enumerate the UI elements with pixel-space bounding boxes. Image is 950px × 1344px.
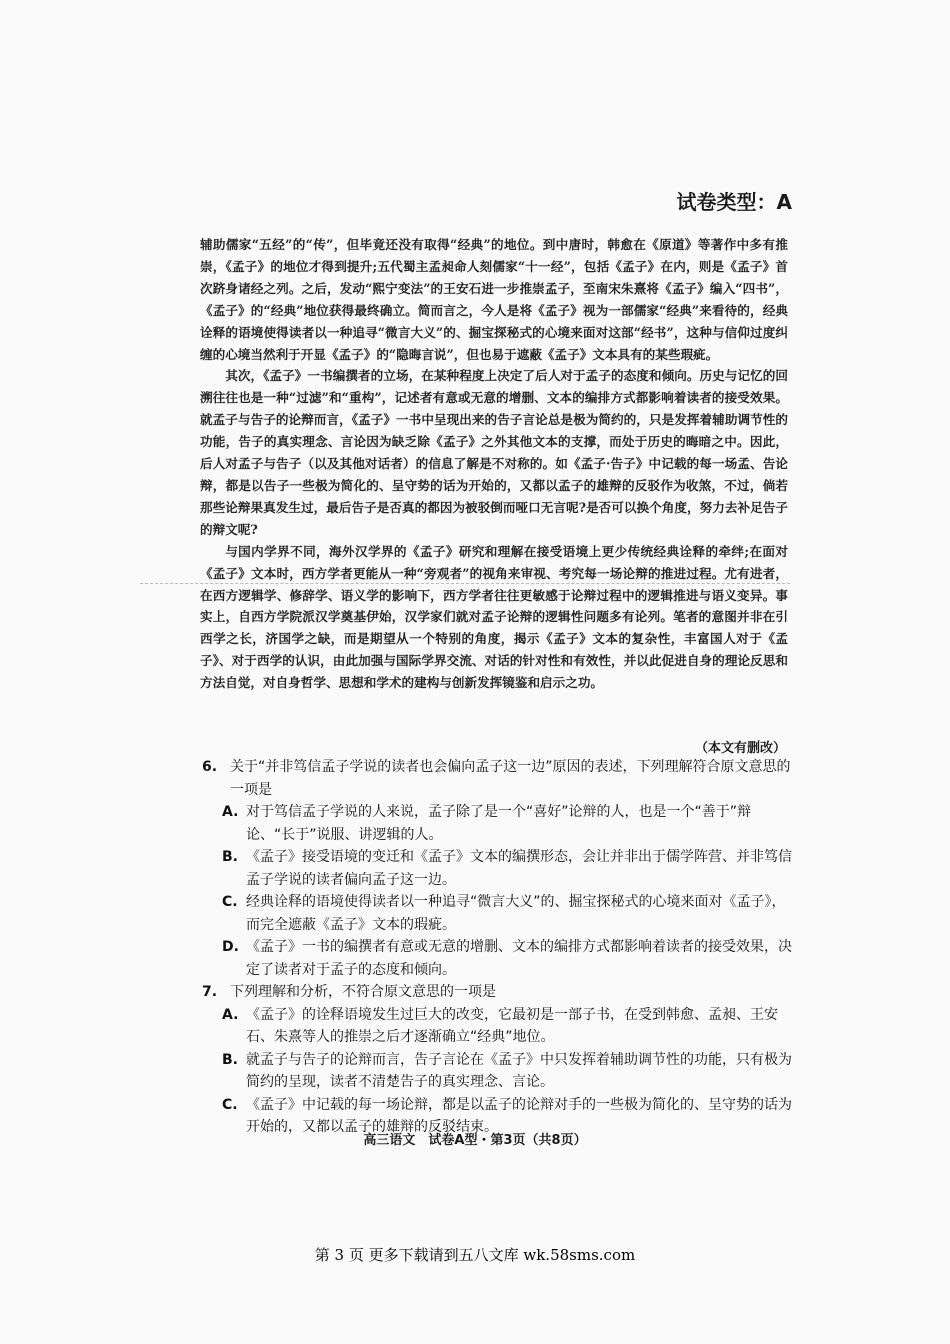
source-note: （本文有删改） xyxy=(694,741,786,756)
reading-passage xyxy=(200,234,788,694)
option-letter: B. xyxy=(222,849,238,865)
passage-paragraph-2: 其次，《孟子》一书编撰者的立场，在某种程度上决定了后人对于孟子的态度和倾向。历史与记忆的回溯往往也是一种“过滤”和“重构”，记述者有意或无意的增删、文本的编排方式都影响着读者的接受效果。就孟子与告子的论辩而言，《孟子》一书中呈现出来的告子言论总是极为简约的，只是发挥着辅助调节性的功能，告子的真实理念、言论因为缺乏除《孟子》之外其他文本的支撑，而处于历史的晦暗之中。因此，后人对孟子与告子（以及其他对话者）的信息了解是不对称的。如《孟子·告子》中记载的每一场孟、告论辩，都是以告子一些极为简化的、呈守势的话为开始的，又都以孟子的雄辩的反驳作为收煞，不过，倘若那些论辩果真发生过，最后告子是否真的都因为被驳倒而哑口无言呢?是否可以换个角度，努力去补足告子的辩文呢? xyxy=(200,368,788,537)
exam-page-number: 高三语文 试卷A型・第3页（共8页） xyxy=(363,1133,587,1148)
question-6-option-a xyxy=(222,801,792,846)
question-6-option-c xyxy=(222,891,792,936)
question-7 xyxy=(202,981,792,1004)
option-text: 《孟子》接受语境的变迁和《孟子》文本的编撰形态，会让并非出于儒学阵营、并非笃信孟子学说的读者偏向孟子这一边。 xyxy=(246,849,792,888)
passage-paragraph-1: 辅助儒家“五经”的“传”，但毕竟还没有取得“经典”的地位。到中唐时，韩愈在《原道》等著作中多有推崇，《孟子》的地位才得到提升;五代蜀主孟昶命人刻儒家“十一经”，包括《孟子》在内，则是《孟子》首次跻身诸经之列。之后，发动“熙宁变法”的王安石进一步推崇孟子，至南宋朱熹将《孟子》编入“四书”，《孟子》的“经典”地位获得最终确立。简而言之，今人是将《孟子》视为一部儒家“经典”来看待的，经典诠释的语境使得读者以一种追寻“微言大义”的、掘宝探秘式的心境来面对这部“经书”，这种与信仰过度纠缠的心境当然利于开显《孟子》的“隐晦言说”，但也易于遮蔽《孟子》文本具有的某些瑕疵。 xyxy=(200,237,788,362)
question-6 xyxy=(202,756,792,801)
option-text: 《孟子》一书的编撰者有意或无意的增删、文本的编排方式都影响着读者的接受效果，决定了读者对于孟子的态度和倾向。 xyxy=(246,939,792,978)
option-text: 经典诠释的语境使得读者以一种追寻“微言大义”的、掘宝探秘式的心境来面对《孟子》，而完全遮蔽《孟子》文本的瑕疵。 xyxy=(246,894,786,933)
option-letter: C. xyxy=(222,1096,238,1113)
question-number: 7. xyxy=(202,984,218,1000)
option-text: 《孟子》中记载的每一场论辩，都是以孟子的论辩对手的一些极为简化的、呈守势的话为开始的，又都以孟子的雄辩的反驳结束。 xyxy=(246,1096,792,1135)
option-text: 《孟子》的诠释语境发生过巨大的改变，它最初是一部子书，在受到韩愈、孟昶、王安石、朱熹等人的推崇之后才逐渐确立“经典”地位。 xyxy=(246,1006,778,1045)
option-text: 就孟子与告子的论辩而言，告子言论在《孟子》中只发挥着辅助调节性的功能，只有极为简约的呈现，读者不清楚告子的真实理念、言论。 xyxy=(246,1051,792,1090)
question-7-option-a xyxy=(222,1004,792,1049)
option-letter: B. xyxy=(222,1051,238,1068)
option-letter: C. xyxy=(222,894,238,910)
option-letter: D. xyxy=(222,939,239,955)
question-stem: 下列理解和分析，不符合原文意思的一项是 xyxy=(230,984,496,1000)
question-stem: 关于“并非笃信孟子学说的读者也会偏向孟子这一边”原因的表述，下列理解符合原文意思的一项是 xyxy=(230,759,791,798)
question-6-option-b xyxy=(222,846,792,891)
question-7-option-b xyxy=(222,1049,792,1094)
question-6-option-d xyxy=(222,936,792,981)
option-letter: A. xyxy=(222,804,239,820)
download-footer: 第 3 页 更多下载请到五八文库 wk.58sms.com xyxy=(314,1246,636,1264)
option-text: 对于笃信孟子学说的人来说，孟子除了是一个“喜好”论辩的人，也是一个“善于”辩论、“长于”说服、讲逻辑的人。 xyxy=(246,804,752,843)
scan-dashed-rule xyxy=(140,583,790,584)
question-number: 6. xyxy=(202,759,218,775)
paper-type-label: 试卷类型：A xyxy=(676,190,792,214)
passage-paragraph-3: 与国内学界不同，海外汉学界的《孟子》研究和理解在接受语境上更少传统经典诠释的牵绊;在面对《孟子》文本时，西方学者更能从一种“旁观者”的视角来审视、考究每一场论辩的推进过程。尤有进者，在西方逻辑学、修辞学、语义学的影响下，西方学者往往更敏感于论辩过程中的逻辑推进与语义变异。事实上，自西方学院派汉学奠基伊始，汉学家们就对孟子论辩的逻辑性问题多有论列。笔者的意图并非在引西学之长，济国学之缺，而是期望从一个特别的角度，揭示《孟子》文本的复杂性，丰富国人对于《孟子》、对于西学的认识，由此加强与国际学界交流、对话的针对性和有效性，并以此促进自身的理论反思和方法自觉，对自身哲学、思想和学术的建构与创新发挥镜鉴和启示之功。 xyxy=(200,543,788,691)
option-letter: A. xyxy=(222,1006,239,1023)
question-list xyxy=(202,756,792,1139)
